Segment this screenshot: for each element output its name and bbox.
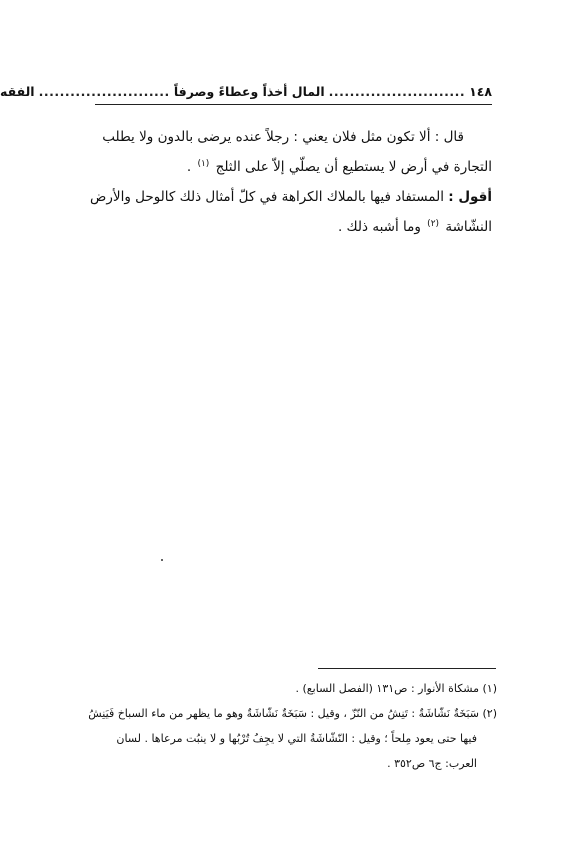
footnote-2-line-2: فيها حتى يعود مِلحاً ؛ وقيل : النّشّاشَةُ التي لا يجِفُ تُرْبُها و لا ينبُت مرعاها . لسان xyxy=(116,732,477,745)
paragraph-2-line-2-b: وما أشبه ذلك . xyxy=(337,219,421,235)
main-text xyxy=(92,122,492,242)
footnote-ref-1: (١) xyxy=(197,158,210,169)
chapter-title: المال أخذاً وعطاءً وصرفاً xyxy=(173,83,325,99)
paragraph-2 xyxy=(92,182,492,242)
footnote-ref-2: (٢) xyxy=(427,218,440,229)
header-leader-left: ......................... xyxy=(38,83,170,99)
paragraph-2-line-2 xyxy=(92,212,492,242)
book-title: الفقه xyxy=(0,83,35,99)
paragraph-1-end: . xyxy=(186,159,192,175)
paragraph-2-line-1 xyxy=(92,182,492,212)
footnote-2-line-3: العرب: ج٦ ص٣٥٢ . xyxy=(387,757,477,770)
header-rule xyxy=(95,104,492,105)
aqulu-label: أقول : xyxy=(448,189,492,205)
paragraph-1-line-2 xyxy=(92,152,492,182)
running-header xyxy=(0,80,492,102)
stray-mark xyxy=(161,559,163,561)
footnote-rule xyxy=(318,668,496,669)
footnote-2-line-1: (٢) سَبَخَةٌ نَشّاشَةٌ : تَنِشُ من النّزّ ، وقيل : سَبَخَةٌ نَشّاشَةٌ وهو ما يظهر من ماء السباخ فَيَنِشُ xyxy=(88,707,497,720)
footnotes xyxy=(88,676,497,776)
header-leader-right: .......................... xyxy=(328,83,466,99)
paragraph-1 xyxy=(92,122,492,182)
paragraph-1-line-2-text: التجارة في أرض لا يستطيع أن يصلّي إلاّ على الثلج xyxy=(215,159,492,175)
paragraph-2-line-2-a: النشّاشة xyxy=(445,219,492,235)
page-number: ١٤٨ xyxy=(469,83,492,99)
paragraph-1-line-1: قال : ألا تكون مثل فلان يعني : رجلاً عنده يرضى بالدون ولا يطلب xyxy=(102,129,464,145)
paragraph-2-line-1-text: المستفاد فيها بالملاك الكراهة في كلّ أمثال ذلك كالوحل والأرض xyxy=(90,189,444,205)
footnote-1: (١) مشكاة الأنوار : ص١٣١ (الفصل السابع) . xyxy=(295,682,497,695)
